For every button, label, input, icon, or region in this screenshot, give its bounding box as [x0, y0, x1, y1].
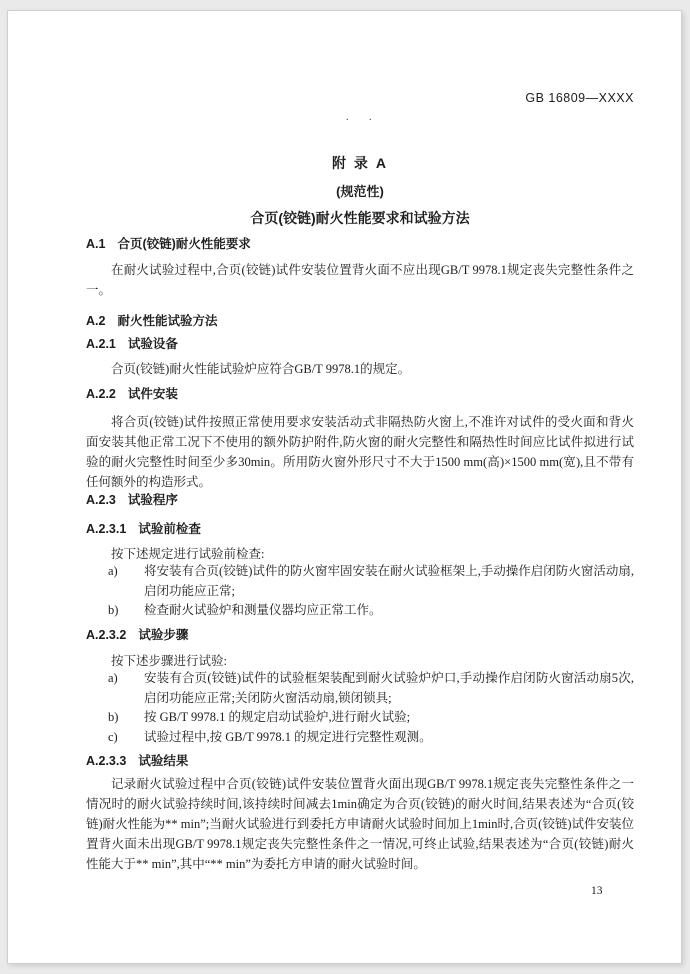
- heading-a233: [86, 751, 634, 769]
- list-item: [86, 562, 634, 601]
- list-item-label: c): [108, 729, 118, 744]
- document-page: [7, 10, 682, 964]
- list-a232: [86, 669, 634, 747]
- heading-a22-number: A.2.2: [86, 387, 116, 401]
- stray-marks: . .: [346, 112, 381, 123]
- heading-a232-title: 试验步骤: [138, 628, 189, 642]
- heading-a23-title: 试验程序: [127, 493, 178, 507]
- heading-a231-number: A.2.3.1: [86, 522, 127, 536]
- list-item: [86, 708, 634, 728]
- heading-a232: [86, 625, 634, 643]
- list-item-text: 试验过程中,按 GB/T 9978.1 的规定进行完整性观测。: [144, 729, 432, 744]
- heading-a21-title: 试验设备: [127, 337, 178, 351]
- appendix-title: 附 录 A: [332, 155, 388, 171]
- heading-a21-number: A.2.1: [86, 337, 116, 351]
- paragraph-a22: 将合页(铰链)试件按照正常使用要求安装活动式非隔热防火窗上,不准许对试件的受火面和背火面安装其他正常工况下不使用的额外防护附件,防火窗的耐火完整性和隔热性时间应比试件拟进行试验的耐火完整性时间至少多30min。所用防火窗外形尺寸不大于1500 mm(高)×1500 mm(宽),且不带有任何额外的构造形式。: [86, 415, 634, 489]
- heading-a1-title: 合页(铰链)耐火性能要求: [117, 237, 251, 251]
- paragraph-a1: 在耐火试验过程中,合页(铰链)试件安装位置背火面不应出现GB/T 9978.1规定丧失完整性条件之一。: [86, 263, 634, 297]
- heading-a231: [86, 519, 634, 537]
- list-item-label: b): [108, 603, 119, 617]
- heading-a23-number: A.2.3: [86, 493, 116, 507]
- heading-a23: [86, 490, 634, 508]
- page-number: 13: [591, 885, 603, 897]
- heading-a231-title: 试验前检查: [138, 522, 201, 536]
- list-item: [86, 728, 634, 748]
- standard-number: GB 16809—XXXX: [525, 91, 634, 105]
- list-item: [86, 669, 634, 708]
- list-item-text: 将安装有合页(铰链)试件的防火窗牢固安装在耐火试验框架上,手动操作启闭防火窗活动扇,启闭功能应正常;: [144, 564, 634, 598]
- list-item-text: 安装有合页(铰链)试件的试验框架装配到耐火试验炉炉口,手动操作启闭防火窗活动扇5次,启闭功能应正常;关闭防火窗活动扇,锁闭锁具;: [144, 671, 634, 705]
- list-item-text: 检查耐火试验炉和测量仪器均应正常工作。: [144, 603, 382, 617]
- heading-a2: [86, 311, 634, 329]
- intro-a231: 按下述规定进行试验前检查:: [111, 547, 265, 561]
- list-a231: [86, 562, 634, 621]
- paragraph-a233: 记录耐火试验过程中合页(铰链)试件安装位置背火面出现GB/T 9978.1规定丧失完整性条件之一情况时的耐火试验持续时间,该持续时间减去1min确定为合页(铰链)的耐火时间,结果表述为“合页(铰链)耐火性能为** min”;当耐火试验进行到委托方申请耐火试验时间加上1min时,合页(铰链)试件安装位置背火面未出现GB/T 9978.1规定丧失完整性条件之一情况,可终止试验,结果表述为“合页(铰链)耐火性能大于** min”,其中“** min”为委托方申请的耐火试验时间。: [86, 777, 634, 871]
- heading-a1: [86, 234, 634, 252]
- heading-a1-number: A.1: [86, 237, 106, 251]
- list-item-label: b): [108, 710, 119, 724]
- list-item-text: 按 GB/T 9978.1 的规定启动试验炉,进行耐火试验;: [144, 710, 411, 724]
- appendix-subject-title: 合页(铰链)耐火性能要求和试验方法: [250, 210, 470, 226]
- heading-a22-title: 试件安装: [127, 387, 178, 401]
- heading-a22: [86, 384, 634, 402]
- paragraph-a21: 合页(铰链)耐火性能试验炉应符合GB/T 9978.1的规定。: [111, 362, 411, 376]
- appendix-normative-label: (规范性): [336, 184, 384, 199]
- list-item-label: a): [108, 671, 118, 685]
- list-item-label: a): [108, 564, 118, 578]
- intro-a232: 按下述步骤进行试验:: [111, 654, 227, 668]
- heading-a233-title: 试验结果: [138, 754, 189, 768]
- heading-a2-number: A.2: [86, 314, 106, 328]
- heading-a2-title: 耐火性能试验方法: [117, 314, 218, 328]
- heading-a233-number: A.2.3.3: [86, 754, 127, 768]
- heading-a21: [86, 334, 634, 352]
- list-item: [86, 601, 634, 621]
- heading-a232-number: A.2.3.2: [86, 628, 127, 642]
